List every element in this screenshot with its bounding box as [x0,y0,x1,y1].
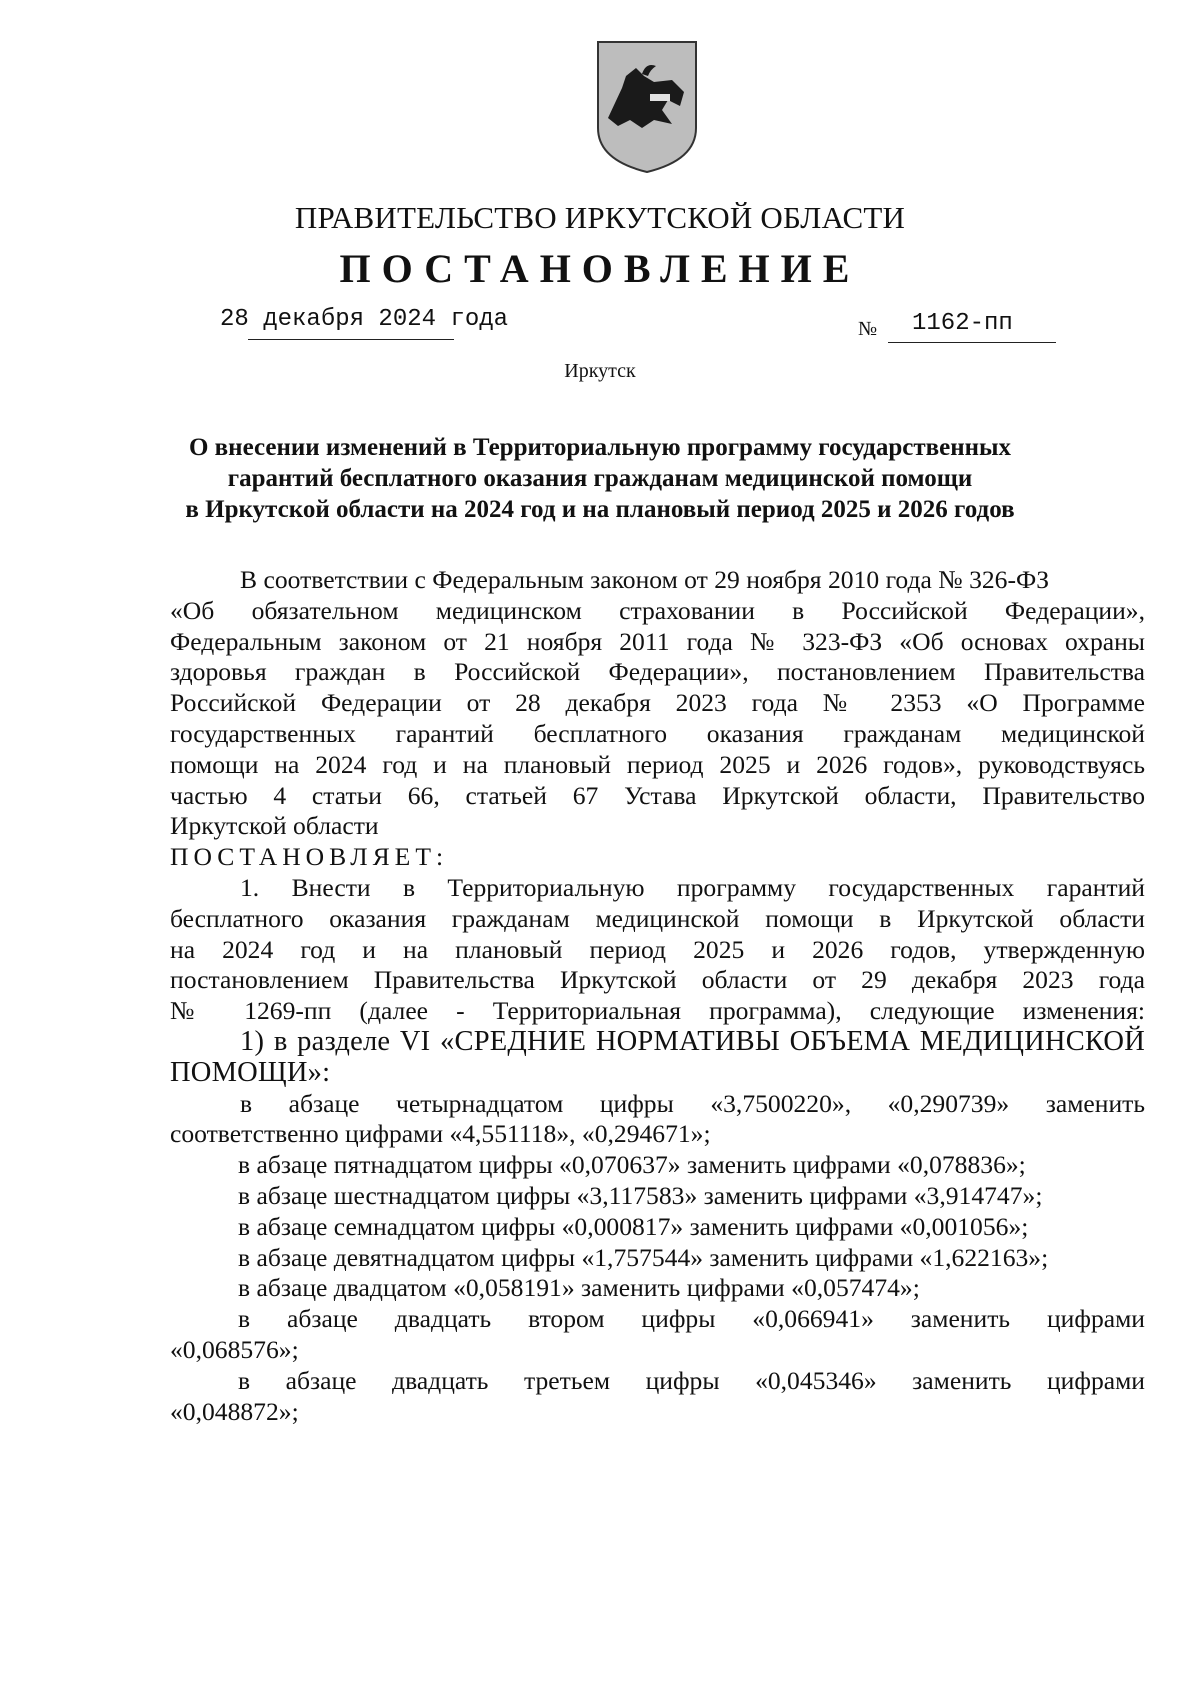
number-underline [888,342,1056,343]
body-line: в абзаце семнадцатом цифры «0,000817» заменить цифрами «0,001056»; [238,1211,1029,1241]
coat-of-arms-emblem [592,36,702,176]
body-line: в абзаце двадцать втором цифры «0,066941» заменить цифрами [238,1304,1145,1334]
body-line: ПОМОЩИ»: [170,1056,331,1088]
document-body [170,565,1145,1427]
body-line: № 1269-пп (далее - Территориальная программа), следующие изменения: [170,996,1145,1026]
body-line: Российской Федерации от 28 декабря 2023 года № 2353 «О Программе [170,688,1145,718]
date-underline [248,339,454,340]
body-line: в абзаце шестнадцатом цифры «3,117583» заменить цифрами «3,914747»; [238,1180,1043,1210]
body-line: «Об обязательном медицинском страховании в Российской Федерации», [170,595,1145,625]
number-sign: № [858,318,878,340]
body-line: соответственно цифрами «4,551118», «0,294671»; [170,1119,711,1149]
body-line: здоровья граждан в Российской Федерации», постановлением Правительства [170,657,1145,687]
title-line: гарантий бесплатного оказания гражданам медицинской помощи [227,465,973,492]
document-number: 1162-пп [912,310,1013,337]
body-line: «0,048872»; [170,1396,299,1426]
body-line: Иркутской области [170,811,379,841]
body-line: на 2024 год и на плановый период 2025 и 2026 годов, утвержденную [170,934,1145,964]
title-line: в Иркутской области на 2024 год и на плановый период 2025 и 2026 годов [185,496,1015,523]
body-line: в абзаце девятнадцатом цифры «1,757544» заменить цифрами «1,622163»; [238,1242,1049,1272]
body-line: В соответствии с Федеральным законом от 29 ноября 2010 года № 326-ФЗ [240,565,1050,594]
body-line: частью 4 статьи 66, статьей 67 Устава Иркутской области, Правительство [170,780,1145,810]
body-line: в абзаце двадцать третьем цифры «0,045346» заменить цифрами [238,1365,1145,1395]
document-title [140,432,1060,525]
body-line: в абзаце пятнадцатом цифры «0,070637» заменить цифрами «0,078836»; [238,1150,1026,1180]
body-line: постановлением Правительства Иркутской области от 29 декабря 2023 года [170,965,1145,995]
body-line: в абзаце четырнадцатом цифры «3,7500220», «0,290739» заменить [240,1088,1145,1118]
resolution-keyword: ПОСТАНОВЛЯЕТ: [170,842,449,872]
title-line: О внесении изменений в Территориальную программу государственных [188,434,1012,461]
body-line: 1. Внести в Территориальную программу государственных гарантий [240,872,1145,902]
body-line: «0,068576»; [170,1334,299,1364]
city-name: Иркутск [564,360,636,382]
document-date: 28 декабря 2024 года [220,306,509,333]
body-line: государственных гарантий бесплатного оказания гражданам медицинской [170,718,1145,748]
body-line: Федеральным законом от 21 ноября 2011 года № 323-ФЗ «Об основах охраны [170,626,1145,656]
body-line: 1) в разделе VI «СРЕДНИЕ НОРМАТИВЫ ОБЪЕМА МЕДИЦИНСКОЙ [240,1025,1145,1057]
organization-name: ПРАВИТЕЛЬСТВО ИРКУТСКОЙ ОБЛАСТИ [294,200,906,235]
body-line: бесплатного оказания гражданам медицинской помощи в Иркутской области [170,903,1145,933]
document-type: ПОСТАНОВЛЕНИЕ [339,246,861,291]
body-line: в абзаце двадцатом «0,058191» заменить цифрами «0,057474»; [238,1273,920,1303]
body-line: помощи на 2024 год и на плановый период 2025 и 2026 годов», руководствуясь [170,749,1145,779]
